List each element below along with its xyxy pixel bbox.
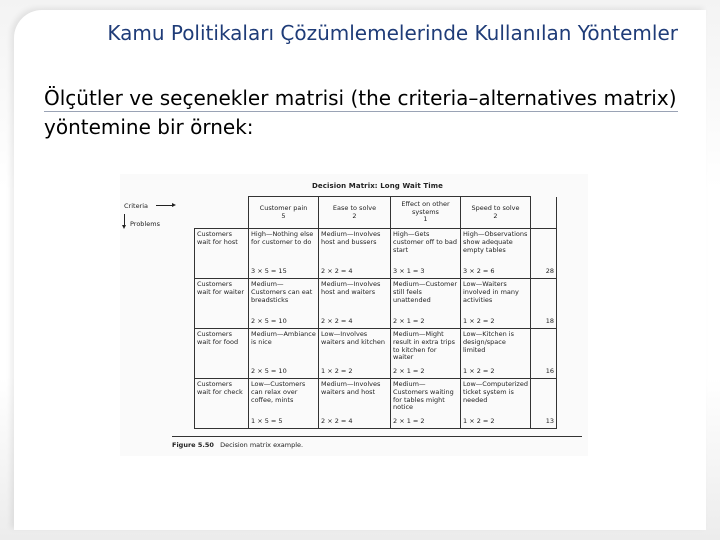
problem-label: Customers wait for waiter [195,279,249,329]
row-total: 28 [531,229,557,279]
cell-rating: Low—Computerized ticket system is needed [463,380,528,404]
cell-rating: Medium—Customers waiting for tables might notice [393,380,454,412]
matrix-cell [249,379,319,429]
cell-rating: Medium—Might result in extra trips to kitchen for waiter [393,330,455,362]
criterion-header: Speed to solve 2 [461,197,531,229]
cell-rating: Low—Kitchen is design/space limited [463,330,514,354]
matrix-cell [319,279,391,329]
matrix-cell [391,329,461,379]
cell-rating: Medium—Involves host and bussers [321,230,381,246]
cell-score: 2 × 2 = 4 [321,417,353,426]
problem-label: Customers wait for check [195,379,249,429]
caption-text: Decision matrix example. [220,441,304,449]
criterion-header: Effect on other systems 1 [391,197,461,229]
cell-score: 2 × 1 = 2 [393,417,425,426]
matrix-row [195,279,557,329]
cell-rating: Medium—Customer still feels unattended [393,280,458,304]
matrix-row [195,229,557,279]
matrix-cell [391,229,461,279]
matrix-cell [319,329,391,379]
matrix-cell [461,279,531,329]
cell-rating: Low—Waiters involved in many activities [463,280,519,304]
criteria-header-row [195,197,557,229]
criterion-header: Ease to solve 2 [319,197,391,229]
matrix-cell [249,229,319,279]
divider-line [44,111,678,112]
figure-number: Figure 5.50 [172,441,214,449]
body-line-1: Ölçütler ve seçenekler matrisi (the criteria–alternatives matrix) [44,86,677,110]
cell-rating: High—Gets customer off to bad start [393,230,458,254]
matrix-row [195,329,557,379]
matrix-cell [249,329,319,379]
matrix-cell [249,279,319,329]
cell-score: 2 × 5 = 10 [251,317,287,326]
criteria-corner [195,197,249,229]
problems-label: Problems [130,220,160,228]
cell-score: 2 × 2 = 4 [321,267,353,276]
cell-rating: High—Observations show adequate empty tables [463,230,528,254]
matrix-cell [391,379,461,429]
criterion-header: Customer pain 5 [249,197,319,229]
cell-score: 1 × 2 = 2 [321,367,353,376]
criteria-label: Criteria [124,202,149,210]
caption-rule [172,436,582,437]
figure-caption [172,441,303,449]
row-total: 18 [531,279,557,329]
matrix-row [195,379,557,429]
matrix-cell [461,329,531,379]
row-total: 13 [531,379,557,429]
cell-score: 1 × 2 = 2 [463,417,495,426]
matrix-cell [391,279,461,329]
cell-score: 2 × 1 = 2 [393,317,425,326]
cell-score: 3 × 1 = 3 [393,267,425,276]
body-line-2: yöntemine bir örnek: [44,115,254,139]
total-header [531,197,557,229]
problem-label: Customers wait for food [195,329,249,379]
problem-label: Customers wait for host [195,229,249,279]
cell-rating: Medium—Involves host and waiters [321,280,381,296]
cell-score: 3 × 2 = 6 [463,267,495,276]
cell-score: 2 × 2 = 4 [321,317,353,326]
matrix-cell [319,229,391,279]
matrix-cell [461,379,531,429]
cell-score: 3 × 5 = 15 [251,267,287,276]
cell-rating: Medium—Involves waiters and host [321,380,381,396]
cell-rating: Low—Customers can relax over coffee, mints [251,380,306,404]
decision-matrix-figure [120,174,588,456]
cell-rating: Medium—Customers can eat breadsticks [251,280,313,304]
matrix-cell [319,379,391,429]
cell-score: 1 × 2 = 2 [463,317,495,326]
figure-title: Decision Matrix: Long Wait Time [312,182,443,190]
cell-rating: Low—Involves waiters and kitchen [321,330,386,346]
criteria-arrow-icon [156,205,174,206]
slide-body [44,84,684,142]
cell-score: 1 × 5 = 5 [251,417,283,426]
problems-arrow-icon [124,214,125,226]
row-total: 16 [531,329,557,379]
matrix-cell [461,229,531,279]
cell-rating: High—Nothing else for customer to do [251,230,314,246]
slide-title: Kamu Politikaları Çözümlemelerinde Kullanılan Yöntemler [107,21,678,45]
cell-score: 2 × 5 = 10 [251,367,287,376]
cell-rating: Medium—Ambiance is nice [251,330,316,346]
cell-score: 2 × 1 = 2 [393,367,425,376]
cell-score: 1 × 2 = 2 [463,367,495,376]
decision-matrix-table [194,196,557,429]
